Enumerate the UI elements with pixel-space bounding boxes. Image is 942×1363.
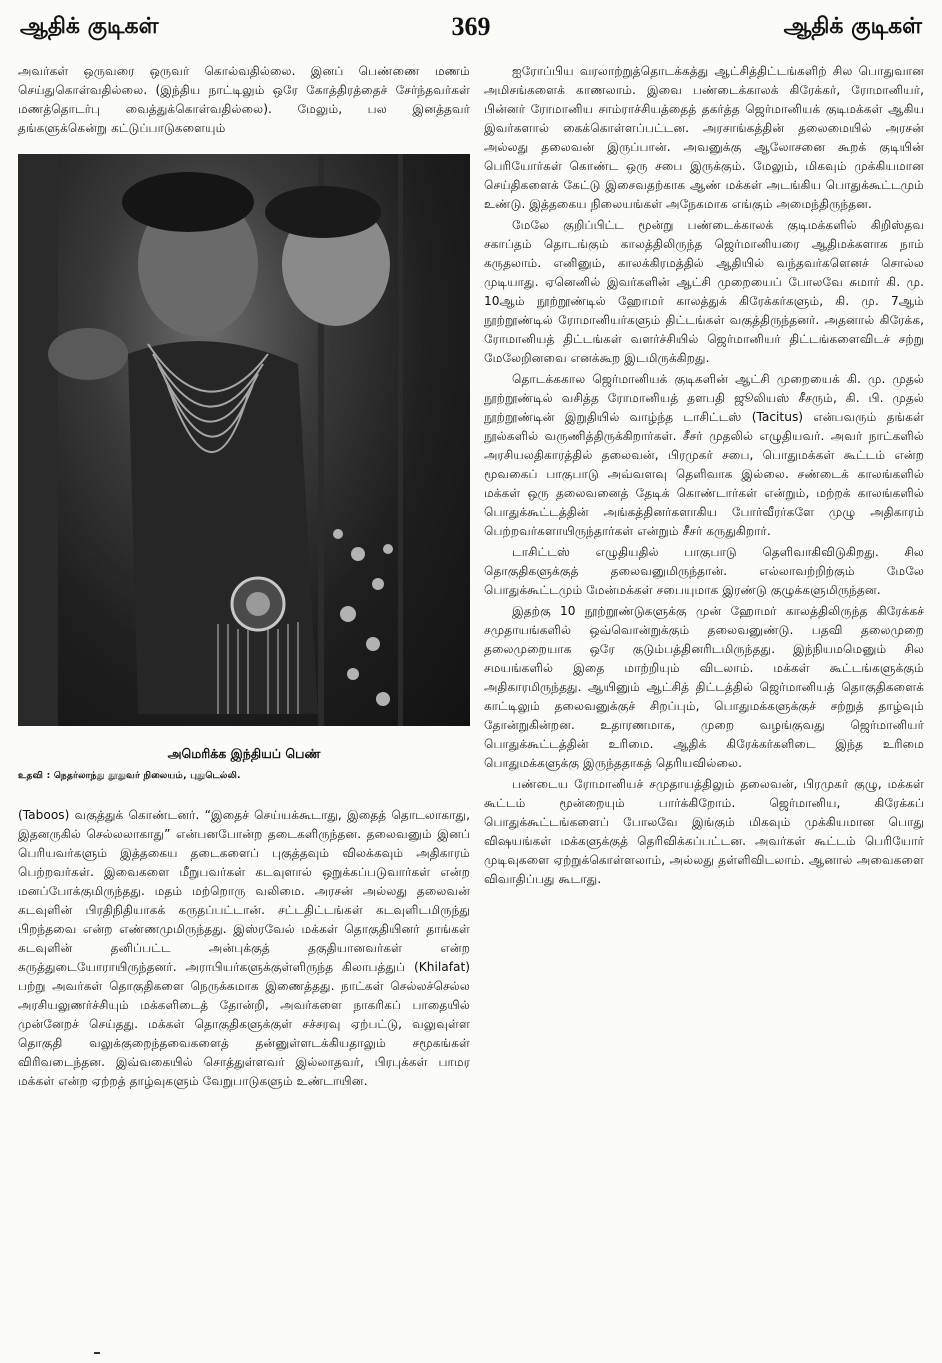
photograph-american-indian-woman <box>18 154 470 726</box>
page-number: 369 <box>451 12 491 41</box>
left-column <box>18 62 470 1093</box>
right-paragraph-6: பண்டைய ரோமானியச் சமுதாயத்திலும் தலைவன், பிரமுகர் குழு, மக்கள் கூட்டம் மூன்றையும் பார்க்கிறோம். ஜெர்மானிய, கிரேக்கப் பொதுக்கூட்டங்களைப் போலவே இங்கும் மிகவும் முக்கியமான பொது விஷயங்கள் மக்களுக்குத் தெரிவிக்கப்பட்டன. அவர்கள் கூட்டம் பெரியோர் முடிவுகளை ஏற்றுக்கொள்ளலாம், அல்லது தள்ளிவிடலாம். ஆனால் அவைகளை விவாதிப்பது கூடாது. <box>484 777 924 886</box>
right-paragraph-4: டாசிட்டஸ் எழுதியதில் பாகுபாடு தெளிவாகிவிடுகிறது. சில தொகுதிகளுக்குத் தலைவனுமிருந்தான். எல்லாவற்றிற்கும் மேலே பொதுக்கூட்டமும் மேன்மக்கள் சபையுமாக இரண்டு குழுக்களுமிருந்தன. <box>484 545 924 597</box>
left-top-paragraph: அவர்கள் ஒருவரை ஒருவர் கொல்வதில்லை. இனப் பெண்ணை மணம் செய்துகொள்வதில்லை. (இந்திய நாட்டிலும் ஒரே கோத்திரத்தைச் சேர்ந்தவர்கள் மணத்தொடர்பு வைத்துக்கொள்வதில்லை). மேலும், பல இனத்தவர் தங்களுக்கென்று கட்டுப்பாடுகளையும் <box>18 64 470 135</box>
photo-illustration <box>18 154 470 726</box>
right-paragraph-5: இதற்கு 10 நூற்றூண்டுகளுக்கு முன் ஹோமர் காலத்திலிருந்த கிரேக்கச் சமுதாயங்களில் ஒவ்வொன்றுக்கும் தலைவனுண்டு. பதவி தலைமுறை தலைமுறையாக ஒரே குடும்பத்தினரிடமிருந்தது. இந்நியமமெனும் சில சமயங்களில் இதை மாற்றியும் விடலாம். மக்கள் கூட்டங்களுக்கும் அதிகாரமிருந்தது. ஆயினும் ஆட்சித் திட்டத்தில் ஜெர்மானியத் தொகுதிகளைக் காட்டிலும் தலைவனுக்குச் சிறப்பும், பொதுமக்களுக்குச் சற்றுத் தாழ்வும் தோன்றுகின்றன. உதாரணமாக, முறை வழங்குவது ஜெர்மானியர் பொதுக்கூட்டத்தின் உரிமை. ஆதிக் கிரேக்கர்களிடை இந்த உரிமை பொதுமக்களுக்கு இருந்ததாகத் தெரியவில்லை. <box>484 604 924 770</box>
page-header <box>0 8 942 48</box>
running-title-right: ஆதிக் குடிகள் <box>783 14 922 39</box>
running-title-left: ஆதிக் குடிகள் <box>20 14 159 39</box>
photo-caption: அமெரிக்க இந்தியப் பெண் <box>167 746 321 761</box>
right-paragraph-3: தொடக்ககால ஜெர்மானியக் குடிகளின் ஆட்சி முறையைக் கி. மு. முதல் நூற்றூண்டில் வசித்த ரோமானியத் தளபதி ஜூலியஸ் சீசரும், கி. பி. முதல் நூற்றூண்டின் இறுதியில் வாழ்ந்த டாசிட்டஸ் (Tacitus) என்பவரும் தங்கள் நூல்களில் வருணித்திருக்கிறார்கள். சீசர் முதலில் எழுதியவர். அவர் நாட்களில் அரசியலதிகாரத்தில் தலைவன், பிரமுகர் சபை, பொதுமக்கள் கூட்டம் என்ற மூவகைப் பாகுபாடு அவ்வளவு தெளிவாக இல்லை. சண்டைக் காலங்களில் மக்கள் ஒரு தலைவனைத் தேடிக் கொண்டார்கள் என்றும், மற்றக் காலங்களில் பொதுக்கூட்டத்தின் அங்கத்தினர்களாகிய போர்வீரர்களே முழு அதிகாரம் பெற்றவர்களாயிருந்தார்கள் என்றும் சீசர் கருதுகிறார். <box>484 372 924 538</box>
photo-credit: உதவி : நெதர்லாந்து தூதுவர் நிலையம், புதுடெல்லி. <box>18 771 241 781</box>
page-mark <box>94 1352 100 1354</box>
right-paragraph-1: ஐரோப்பிய வரலாற்றுத்தொடக்கத்து ஆட்சித்திட்டங்களிற் சில பொதுவான அமிசங்களைக் காணலாம். இவை பண்டைக்காலக் கிரேக்கர், ரோமானியர், பின்னர் ரோமானிய சாம்ராச்சியத்தைத் தகர்த்த ஜெர்மானியக் குடிமக்கள் ஆகிய இவர்களால் கைக்கொள்ளப்பட்டன. அரசாங்கத்தின் தலைமையில் அரசன் அல்லது தலைவன் இருப்பான். அவனுக்கு ஆலோசனை கூறக் குடியின் பெரியோர்கள் கொண்ட ஒரு சபை இருக்கும். மேலும், மிகவும் முக்கியமான செய்திகளைக் கேட்டு இசைவதற்காக ஆண் மக்கள் அடங்கிய பொதுக்கூட்டமும் உண்டு. இத்தகைய நிலையங்கள் அநேகமாக எங்கும் அமைந்திருந்தன. <box>484 64 924 211</box>
right-column <box>484 62 924 891</box>
left-bottom-paragraph: (Taboos) வகுத்துக் கொண்டனர். “இதைச் செய்யக்கூடாது, இதைத் தொடலாகாது, இதனருகில் செல்லலாகாது” என்பனபோன்ற தடைகளிருந்தன. தலைவனும் இனப் பெரியவர்களும் இத்தகைய தடைகளைப் புகுத்தவும் விலக்கவும் அதிகாரம் பெற்றவர்கள். இவைகளை மீறுபவர்கள் கடவுளால் ஒறுக்கப்படுவார்கள் என்ற மனப்போக்குமிருந்தது. மதம் மற்றொரு வலிமை. அரசன் அல்லது தலைவன் கடவுளின் பிரதிநிதியாகக் கருதப்பட்டான். சட்டதிட்டங்கள் கடவுளிடமிருந்து பிறந்தவை என்ற எண்ணமுமிருந்தது. இஸ்ரவேல் மக்கள் தொகுதியினர் தாங்கள் கடவுளின் தனிப்பட்ட அன்புக்குத் தகுதியானவர்கள் என்ற கருத்துடையோராயிருந்தனர். அராபியர்களுக்குள்ளிருந்த கிலாபத்துப் (Khilafat) பற்று அவர்கள் தொகுதிகளை நெருக்கமாக இணைத்தது. நாட்கள் செல்லச்செல்ல அரசியலுணர்ச்சியும் மக்களிடைத் தோன்றி, அவர்களை நாகரிகப் பாதையில் முன்னேறச் செய்தது. மக்கள் தொகுதிகளுக்குள் சச்சரவு ஏற்பட்டு, வலுவுள்ள தொகுதி வலுக்குறைந்தவைகளைத் தன்னுள்ளடக்கியதாலும் சமூகங்கள் விரிவடைந்தன. இவ்வகையில் சொத்துள்ளவர் இல்லாதவர், பிரபுக்கள் பாமர மக்கள் என்ற ஏற்றத் தாழ்வுகளும் வேறுபாடுகளும் உண்டாயின. <box>18 808 470 1088</box>
right-paragraph-2: மேலே குறிப்பிட்ட மூன்று பண்டைக்காலக் குடிமக்களில் கிறிஸ்தவ சகாப்தம் தொடங்கும் காலத்திலிருந்த ஜெர்மானியரை ஆதிமக்களாக நாம் கருதலாம். எனினும், காலக்கிரமத்தில் ஆதியில் வந்தவர்களெனச் சொல்ல முடியாது. ஏனெனில் இவர்களின் ஆட்சி முறையைப் போலவே சுமார் கி. மு. 10ஆம் நூற்றூண்டில் ஹோமர் காலத்துக் கிரேக்கர்களும், கி. மு. 7ஆம் நூற்றூண்டில் ரோமானியர்களும் திட்டங்கள் வகுத்திருந்தனர். அதனால் கிரேக்க, ரோமானியத் திட்டங்கள் வளர்ச்சியில் ஜெர்மானியர் திட்டங்களைவிடச் சற்று மேலேறினவை எனக்கூற இடமிருக்கிறது. <box>484 218 924 365</box>
